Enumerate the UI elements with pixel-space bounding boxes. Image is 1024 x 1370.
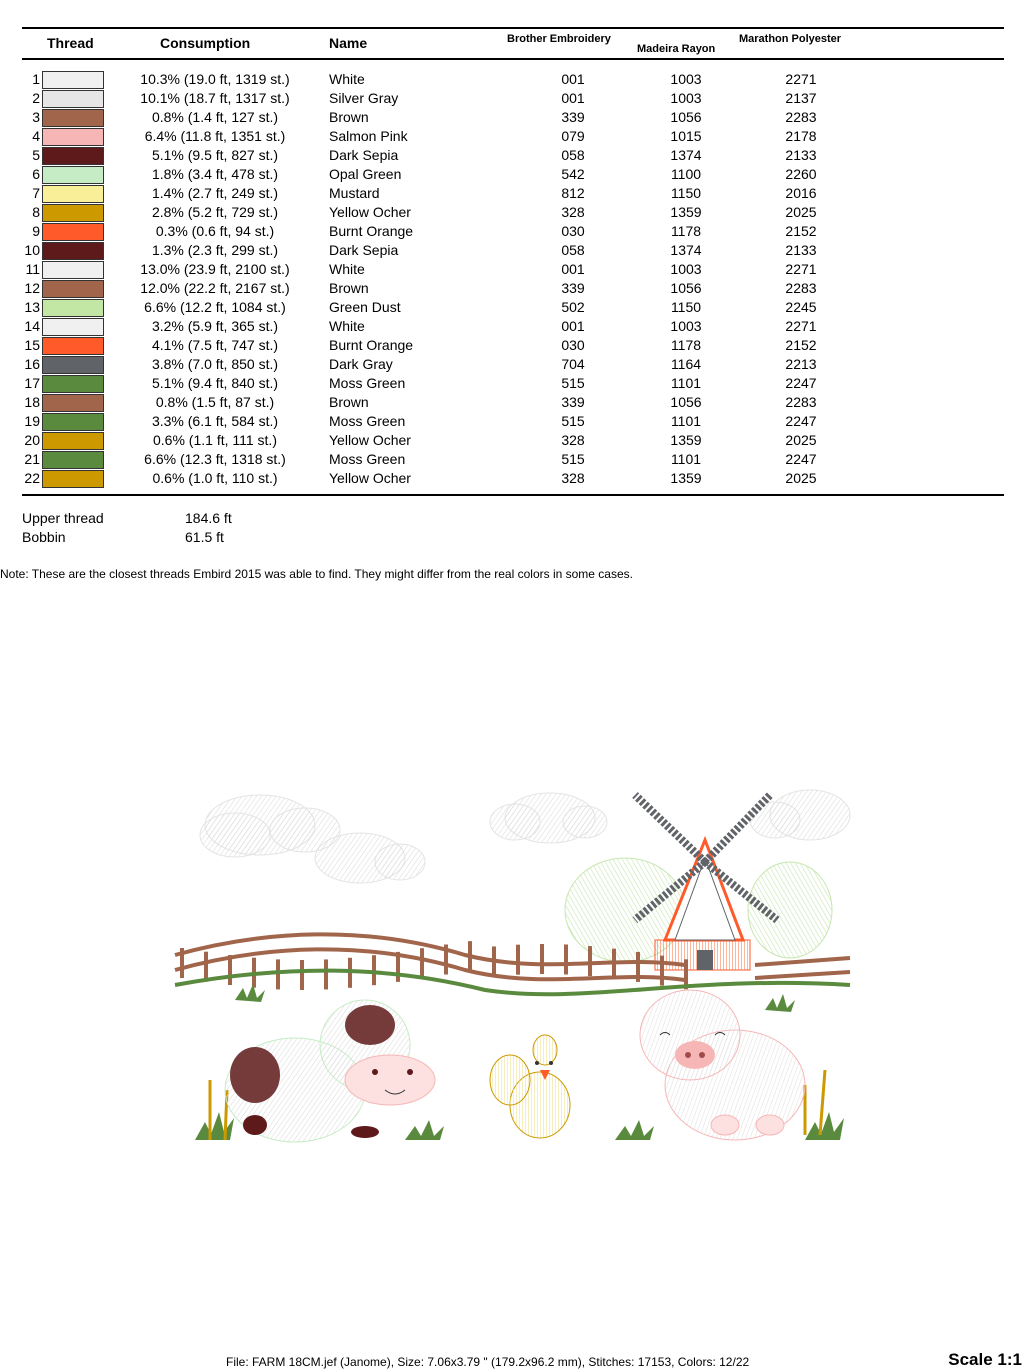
thread-name: Dark Sepia: [329, 242, 399, 258]
marathon-code: 2025: [785, 432, 817, 448]
brother-code: 328: [561, 470, 585, 486]
brother-code: 704: [561, 356, 585, 372]
color-swatch: [42, 166, 104, 184]
thread-name: White: [329, 71, 365, 87]
thread-name: Green Dust: [329, 299, 401, 315]
thread-index: 17: [24, 375, 40, 391]
fence-post: [180, 948, 184, 978]
brother-code: 515: [561, 413, 585, 429]
color-swatch: [42, 128, 104, 146]
embroidery-design-preview: [165, 780, 865, 1160]
color-swatch: [42, 299, 104, 317]
color-swatch: [42, 90, 104, 108]
color-swatch: [42, 432, 104, 450]
color-swatch: [42, 204, 104, 222]
thread-index: 22: [24, 470, 40, 486]
madeira-code: 1178: [670, 223, 702, 239]
table-header-rule: [22, 58, 1004, 60]
brother-code: 328: [561, 432, 585, 448]
table-row: [0, 184, 1024, 203]
thread-consumption: 6.4% (11.8 ft, 1351 st.): [144, 128, 286, 144]
madeira-code: 1101: [670, 451, 702, 467]
header-madeira: Madeira Rayon: [637, 43, 716, 55]
madeira-code: 1003: [670, 90, 702, 106]
marathon-code: 2283: [785, 109, 817, 125]
thread-name: Burnt Orange: [329, 337, 414, 353]
marathon-code: 2271: [785, 261, 817, 277]
table-row: [0, 241, 1024, 260]
upper-thread-label: Upper thread: [22, 510, 104, 526]
madeira-code: 1164: [670, 356, 702, 372]
thread-index: 4: [32, 128, 40, 144]
brother-code: 001: [561, 90, 585, 106]
cloud-right: [750, 790, 850, 840]
fence-post: [324, 959, 328, 989]
marathon-code: 2178: [785, 128, 817, 144]
madeira-code: 1150: [670, 185, 702, 201]
thread-name: Moss Green: [329, 451, 406, 467]
thread-table: [0, 70, 1024, 488]
marathon-code: 2133: [785, 147, 817, 163]
marathon-code: 2260: [785, 166, 817, 182]
thread-name: Brown: [329, 109, 369, 125]
brother-code: 058: [561, 242, 585, 258]
thread-name: Silver Gray: [329, 90, 399, 106]
thread-name: Yellow Ocher: [329, 432, 411, 448]
color-swatch: [42, 394, 104, 412]
thread-consumption: 10.3% (19.0 ft, 1319 st.): [140, 71, 290, 87]
table-row: [0, 336, 1024, 355]
color-swatch: [42, 337, 104, 355]
madeira-code: 1150: [670, 299, 702, 315]
color-swatch: [42, 147, 104, 165]
table-row: [0, 146, 1024, 165]
fence-post: [636, 952, 640, 982]
thread-name: Opal Green: [329, 166, 402, 182]
color-swatch: [42, 318, 104, 336]
color-swatch: [42, 413, 104, 431]
thread-index: 11: [25, 261, 40, 277]
table-row: [0, 260, 1024, 279]
header-consumption: Consumption: [160, 35, 251, 51]
madeira-code: 1178: [670, 337, 702, 353]
thread-index: 21: [24, 451, 40, 467]
bobbin-value: 61.5 ft: [185, 529, 224, 545]
madeira-code: 1056: [670, 280, 702, 296]
brother-code: 030: [561, 337, 585, 353]
fence-post: [276, 959, 280, 989]
thread-index: 13: [24, 299, 40, 315]
pig: [640, 990, 805, 1140]
fence-post: [540, 944, 544, 974]
thread-index: 20: [24, 432, 40, 448]
marathon-code: 2247: [785, 375, 817, 391]
thread-consumption: 1.4% (2.7 ft, 249 st.): [151, 185, 279, 201]
thread-consumption: 0.3% (0.6 ft, 94 st.): [155, 223, 275, 239]
thread-index: 5: [32, 147, 40, 163]
brother-code: 339: [561, 394, 585, 410]
brother-code: 515: [561, 451, 585, 467]
thread-index: 9: [32, 223, 40, 239]
table-row: [0, 108, 1024, 127]
color-swatch: [42, 280, 104, 298]
table-row: [0, 165, 1024, 184]
thread-consumption: 1.8% (3.4 ft, 478 st.): [151, 166, 279, 182]
table-row: [0, 450, 1024, 469]
thread-name: White: [329, 261, 365, 277]
thread-name: White: [329, 318, 365, 334]
table-bottom-rule: [22, 494, 1004, 496]
thread-consumption: 0.6% (1.0 ft, 110 st.): [152, 470, 278, 486]
table-row: [0, 469, 1024, 488]
table-row: [0, 317, 1024, 336]
thread-index: 12: [24, 280, 40, 296]
fence-post: [612, 949, 616, 979]
marathon-code: 2133: [785, 242, 817, 258]
brother-code: 515: [561, 375, 585, 391]
color-swatch: [42, 375, 104, 393]
marathon-code: 2245: [785, 299, 817, 315]
color-swatch: [42, 242, 104, 260]
thread-name: Brown: [329, 394, 369, 410]
brother-code: 542: [561, 166, 585, 182]
thread-name: Moss Green: [329, 413, 406, 429]
fence-post: [564, 944, 568, 974]
table-row: [0, 70, 1024, 89]
thread-index: 16: [24, 356, 40, 372]
thread-consumption: 13.0% (23.9 ft, 2100 st.): [140, 261, 290, 277]
thread-consumption: 5.1% (9.5 ft, 827 st.): [151, 147, 279, 163]
thread-name: Dark Sepia: [329, 147, 399, 163]
thread-consumption: 1.3% (2.3 ft, 299 st.): [151, 242, 279, 258]
thread-consumption: 0.8% (1.5 ft, 87 st.): [155, 394, 275, 410]
table-row: [0, 298, 1024, 317]
table-row: [0, 393, 1024, 412]
fence-post: [468, 941, 472, 971]
thread-index: 15: [24, 337, 40, 353]
thread-name: Burnt Orange: [329, 223, 414, 239]
color-swatch: [42, 223, 104, 241]
thread-name: Moss Green: [329, 375, 406, 391]
fence-post: [516, 945, 520, 975]
thread-consumption: 3.8% (7.0 ft, 850 st.): [151, 356, 279, 372]
scale-label: Scale 1:1: [948, 1350, 1022, 1369]
brother-code: 339: [561, 280, 585, 296]
color-swatch: [42, 185, 104, 203]
table-row: [0, 203, 1024, 222]
thread-consumption: 12.0% (22.2 ft, 2167 st.): [140, 280, 290, 296]
thread-consumption: 4.1% (7.5 ft, 747 st.): [151, 337, 279, 353]
header-thread: Thread: [47, 35, 94, 51]
table-row: [0, 431, 1024, 450]
table-row: [0, 374, 1024, 393]
madeira-code: 1359: [670, 204, 702, 220]
thread-name: Dark Gray: [329, 356, 393, 372]
brother-code: 328: [561, 204, 585, 220]
table-row: [0, 127, 1024, 146]
table-row: [0, 355, 1024, 374]
table-row: [0, 279, 1024, 298]
madeira-code: 1056: [670, 109, 702, 125]
marathon-code: 2283: [785, 394, 817, 410]
thread-name: Salmon Pink: [329, 128, 408, 144]
madeira-code: 1003: [670, 318, 702, 334]
thread-index: 10: [24, 242, 40, 258]
fence-post: [444, 945, 448, 975]
madeira-code: 1056: [670, 394, 702, 410]
marathon-code: 2271: [785, 318, 817, 334]
madeira-code: 1359: [670, 470, 702, 486]
madeira-code: 1374: [670, 242, 702, 258]
thread-consumption: 3.2% (5.9 ft, 365 st.): [151, 318, 279, 334]
thread-consumption: 10.1% (18.7 ft, 1317 st.): [140, 90, 290, 106]
color-swatch: [42, 71, 104, 89]
fence-post: [396, 952, 400, 982]
table-row: [0, 222, 1024, 241]
fence-post: [588, 946, 592, 976]
brother-code: 339: [561, 109, 585, 125]
madeira-code: 1003: [670, 71, 702, 87]
cow: [225, 1000, 435, 1142]
madeira-code: 1359: [670, 432, 702, 448]
thread-index: 14: [24, 318, 40, 334]
table-row: [0, 89, 1024, 108]
thread-name: Brown: [329, 280, 369, 296]
color-swatch: [42, 470, 104, 488]
fence-post: [492, 946, 496, 976]
chick: [490, 1035, 570, 1138]
fence-post: [420, 948, 424, 978]
marathon-code: 2025: [785, 204, 817, 220]
file-info-footer: File: FARM 18CM.jef (Janome), Size: 7.06x3.79 " (179.2x96.2 mm), Stitches: 17153, Colors: 12/22: [226, 1355, 750, 1369]
marathon-code: 2025: [785, 470, 817, 486]
madeira-code: 1100: [670, 166, 702, 182]
thread-index: 18: [24, 394, 40, 410]
marathon-code: 2247: [785, 451, 817, 467]
thread-name: Yellow Ocher: [329, 204, 411, 220]
brother-code: 058: [561, 147, 585, 163]
fence-post: [228, 955, 232, 985]
brother-code: 001: [561, 261, 585, 277]
bobbin-label: Bobbin: [22, 529, 66, 545]
thread-name: Mustard: [329, 185, 380, 201]
brother-code: 001: [561, 318, 585, 334]
table-row: [0, 412, 1024, 431]
color-swatch: [42, 356, 104, 374]
madeira-code: 1015: [670, 128, 702, 144]
thread-index: 8: [32, 204, 40, 220]
thread-index: 3: [32, 109, 40, 125]
cloud-middle: [490, 793, 607, 843]
madeira-code: 1003: [670, 261, 702, 277]
marathon-code: 2247: [785, 413, 817, 429]
marathon-code: 2213: [785, 356, 817, 372]
upper-thread-value: 184.6 ft: [185, 510, 232, 526]
thread-index: 7: [32, 185, 40, 201]
fence-post: [372, 955, 376, 985]
thread-index: 2: [32, 90, 40, 106]
marathon-code: 2283: [785, 280, 817, 296]
thread-consumption: 0.8% (1.4 ft, 127 st.): [151, 109, 279, 125]
thread-index: 19: [24, 413, 40, 429]
thread-index: 6: [32, 166, 40, 182]
brother-code: 502: [561, 299, 585, 315]
brother-code: 079: [561, 128, 585, 144]
fence-post: [300, 960, 304, 990]
thread-consumption: 3.3% (6.1 ft, 584 st.): [151, 413, 279, 429]
header-marathon: Marathon Polyester: [739, 33, 842, 45]
brother-code: 812: [561, 185, 585, 201]
thread-consumption: 5.1% (9.4 ft, 840 st.): [151, 375, 279, 391]
cloud-left-lower: [315, 833, 425, 883]
color-swatch: [42, 451, 104, 469]
thread-index: 1: [32, 71, 40, 87]
color-swatch: [42, 261, 104, 279]
fence-post: [204, 952, 208, 982]
brother-code: 030: [561, 223, 585, 239]
table-top-rule: [22, 27, 1004, 29]
thread-name: Yellow Ocher: [329, 470, 411, 486]
madeira-code: 1101: [670, 413, 702, 429]
marathon-code: 2271: [785, 71, 817, 87]
tree-right: [748, 862, 832, 958]
marathon-code: 2152: [785, 223, 817, 239]
madeira-code: 1374: [670, 147, 702, 163]
marathon-code: 2016: [785, 185, 817, 201]
thread-consumption: 0.6% (1.1 ft, 111 st.): [153, 432, 277, 448]
fence-post: [660, 956, 664, 986]
marathon-code: 2152: [785, 337, 817, 353]
color-swatch: [42, 109, 104, 127]
thread-consumption: 6.6% (12.2 ft, 1084 st.): [144, 299, 286, 315]
madeira-code: 1101: [670, 375, 702, 391]
thread-note: Note: These are the closest threads Embird 2015 was able to find. They might differ from the real colors in some cases.: [0, 567, 633, 581]
thread-consumption: 6.6% (12.3 ft, 1318 st.): [144, 451, 286, 467]
brother-code: 001: [561, 71, 585, 87]
marathon-code: 2137: [785, 90, 817, 106]
header-name: Name: [329, 35, 368, 51]
thread-consumption: 2.8% (5.2 ft, 729 st.): [151, 204, 279, 220]
header-brother: Brother Embroidery: [507, 33, 611, 45]
